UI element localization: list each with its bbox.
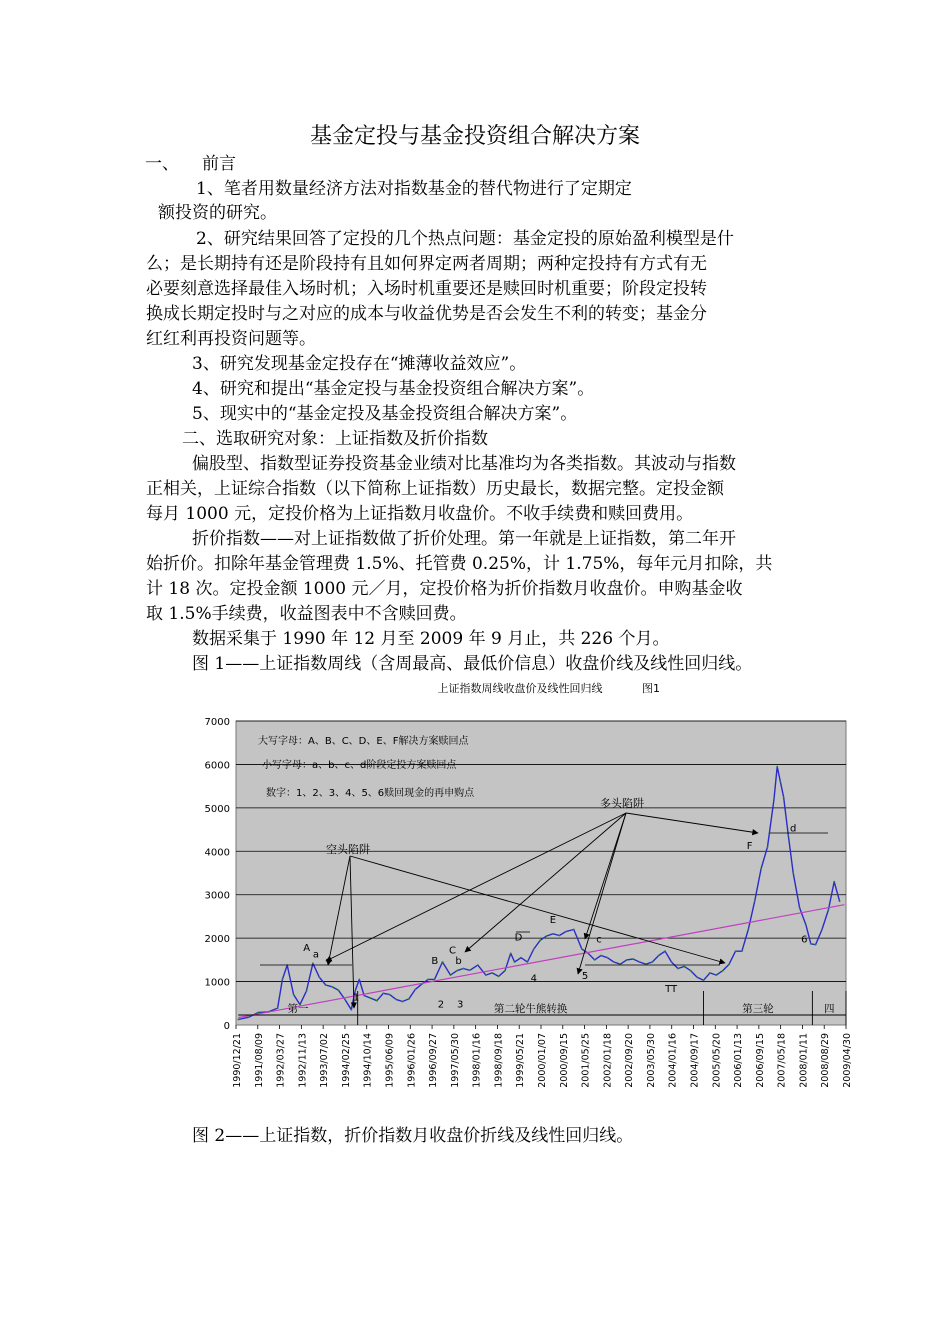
series-point <box>504 970 506 972</box>
point-label: 4 <box>530 973 537 985</box>
point-label: c <box>596 934 602 946</box>
x-tick-label: 2001/05/25 <box>580 1033 592 1088</box>
x-tick-label: 2004/01/16 <box>667 1033 679 1088</box>
x-tick-label: 2002/01/18 <box>602 1033 614 1088</box>
series-point <box>442 961 444 963</box>
annotation-legend-uppercase: 大写字母：A、B、C、D、E、F解决方案赎回点 <box>258 736 469 747</box>
series-point <box>258 1012 260 1014</box>
series-point <box>754 900 756 902</box>
series-point <box>632 958 634 960</box>
series-point <box>331 986 333 988</box>
x-tick-label: 2007/05/18 <box>776 1033 788 1088</box>
series-point <box>821 929 823 931</box>
figure-2-caption: 图 2——上证指数，折价指数月收盘价折线及线性回归线。 <box>192 1126 634 1146</box>
series-point <box>773 798 775 800</box>
series-point <box>434 979 436 981</box>
figure-1-chart <box>180 676 860 1096</box>
x-tick-label: 2003/05/30 <box>645 1033 657 1088</box>
document-title: 基金定投与基金投资组合解决方案 <box>309 124 640 149</box>
x-tick-label: 1993/07/02 <box>319 1033 331 1088</box>
series-point <box>626 959 628 961</box>
series-point <box>799 907 801 909</box>
x-tick-label: 1998/09/18 <box>493 1033 505 1088</box>
annotation-bull-trap: 多头陷阱 <box>600 797 644 810</box>
series-point <box>722 970 724 972</box>
section-1-title: 前言 <box>202 154 236 174</box>
point-label: F <box>746 841 753 853</box>
series-point <box>594 959 596 961</box>
series-point <box>581 948 583 950</box>
series-point <box>815 944 817 946</box>
series-point <box>552 933 554 935</box>
series-point <box>456 970 458 972</box>
chart-svg <box>180 676 860 1096</box>
series-point <box>237 1019 239 1021</box>
series-point <box>414 988 416 990</box>
series-point <box>325 984 327 986</box>
series-point <box>683 965 685 967</box>
series-point <box>658 955 660 957</box>
series-point <box>450 974 452 976</box>
point-label: TT <box>665 983 678 995</box>
section-1-number: 一、 <box>145 154 179 174</box>
annotation-legend-numbers: 数字：1、2、3、4、5、6赎回现金的再申购点 <box>266 788 475 799</box>
series-point <box>282 979 284 981</box>
series-point <box>344 998 346 1000</box>
series-point <box>805 924 807 926</box>
series-point <box>827 909 829 911</box>
point-label: 5 <box>581 970 589 982</box>
series-point <box>613 961 615 963</box>
y-tick-label: 2000 <box>204 934 230 946</box>
x-tick-label: 1994/10/14 <box>362 1033 374 1088</box>
list-item-3: 3、研究发现基金定投存在“摊薄收益效应”。 <box>192 354 527 374</box>
annotation-legend-lowercase: 小写字母：a、b、c、d阶段定投方案赎回点 <box>262 760 457 771</box>
data-range-note: 数据采集于 1990 年 12 月至 2009 年 9 月止，共 226 个月。 <box>192 629 670 649</box>
series-point <box>664 950 666 952</box>
series-point <box>767 846 769 848</box>
series-point <box>485 974 487 976</box>
series-point <box>787 835 789 837</box>
x-tick-label: 2005/05/20 <box>711 1033 723 1088</box>
y-tick-label: 7000 <box>204 717 230 728</box>
y-tick-label: 5000 <box>204 803 230 815</box>
figure-1-caption: 图 1——上证指数周线（含周最高、最低价信息）收盘价线及线性回归线。 <box>192 654 753 674</box>
point-label: 2 <box>437 999 445 1011</box>
x-tick-label: 1998/01/16 <box>471 1033 483 1088</box>
series-point <box>760 868 762 870</box>
x-tick-label: 2009/04/30 <box>842 1033 853 1088</box>
series-point <box>306 990 308 992</box>
y-tick-label: 6000 <box>204 760 230 772</box>
series-point <box>703 979 705 981</box>
y-tick-label: 4000 <box>204 847 230 859</box>
point-label: E <box>549 914 557 926</box>
series-point <box>514 961 516 963</box>
series-point <box>709 972 711 974</box>
series-point <box>741 950 743 952</box>
series-point <box>462 968 464 970</box>
phase-label: 第一 <box>287 1003 309 1015</box>
series-point <box>338 989 340 991</box>
series-point <box>728 963 730 965</box>
series-point <box>510 952 512 954</box>
series-point <box>402 1001 404 1003</box>
point-label: a <box>312 949 319 961</box>
x-tick-label: 2002/09/20 <box>624 1033 636 1088</box>
x-tick-label: 1994/02/25 <box>340 1033 352 1088</box>
series-point <box>491 972 493 974</box>
series-point <box>533 948 535 950</box>
y-tick-label: 0 <box>223 1021 230 1032</box>
section-2-heading: 二、选取研究对象：上证指数及折价指数 <box>182 429 488 449</box>
x-tick-label: 1990/12/21 <box>232 1033 243 1088</box>
series-point <box>389 994 391 996</box>
series-point <box>833 881 835 883</box>
series-point <box>651 961 653 963</box>
series-point <box>783 796 785 798</box>
series-point <box>671 961 673 963</box>
chart-figure-label: 图1 <box>642 682 660 695</box>
x-tick-label: 2006/09/15 <box>754 1033 766 1088</box>
series-point <box>690 970 692 972</box>
series-point <box>248 1016 250 1018</box>
phase-label: 第二轮牛熊转换 <box>493 1003 568 1015</box>
x-tick-label: 1999/05/21 <box>515 1033 527 1088</box>
list-item-4: 4、研究和提出“基金定投与基金投资组合解决方案”。 <box>192 379 595 399</box>
series-point <box>810 943 812 945</box>
series-point <box>477 964 479 966</box>
point-label: A <box>303 943 311 955</box>
series-point <box>607 957 609 959</box>
point-label: 1 <box>352 992 360 1004</box>
series-point <box>370 997 372 999</box>
x-tick-label: 1996/09/27 <box>428 1033 440 1088</box>
series-point <box>318 976 320 978</box>
series-point <box>677 968 679 970</box>
point-label: C <box>448 945 456 957</box>
x-tick-label: 1996/01/26 <box>406 1033 418 1088</box>
list-item-5: 5、现实中的“基金定投及基金投资组合解决方案”。 <box>192 404 578 424</box>
series-point <box>565 931 567 933</box>
point-label: b <box>455 956 462 968</box>
series-point <box>539 939 541 941</box>
x-tick-label: 2008/08/29 <box>820 1033 832 1088</box>
annotation-bear-trap: 空头陷阱 <box>326 843 370 856</box>
series-point <box>427 979 429 981</box>
series-point <box>526 961 528 963</box>
series-point <box>277 1007 279 1009</box>
series-point <box>776 766 778 768</box>
series-point <box>358 979 360 981</box>
x-tick-label: 2008/01/11 <box>798 1033 810 1088</box>
series-point <box>779 781 781 783</box>
x-tick-label: 2000/01/07 <box>537 1033 548 1088</box>
x-tick-label: 2000/09/15 <box>558 1033 570 1088</box>
y-tick-label: 1000 <box>204 977 230 989</box>
chart-title: 上证指数周线收盘价及线性回归线 <box>437 682 603 695</box>
series-point <box>715 974 717 976</box>
series-point <box>376 1000 378 1002</box>
series-point <box>839 900 841 902</box>
series-point <box>408 998 410 1000</box>
series-point <box>350 1009 352 1011</box>
x-tick-label: 2004/09/17 <box>689 1033 701 1088</box>
series-point <box>600 955 602 957</box>
x-tick-label: 2006/01/13 <box>733 1033 745 1088</box>
series-point <box>469 969 471 971</box>
x-tick-label: 1992/03/27 <box>275 1033 287 1088</box>
point-label: B <box>431 956 439 968</box>
series-point <box>735 950 737 952</box>
phase-label: 第三轮 <box>742 1003 774 1015</box>
y-tick-label: 3000 <box>204 890 230 902</box>
x-tick-label: 1992/11/13 <box>297 1033 309 1088</box>
point-label: D <box>514 932 523 944</box>
point-label: 3 <box>456 999 464 1011</box>
series-point <box>792 872 794 874</box>
series-point <box>498 975 500 977</box>
point-label: 6 <box>801 934 808 946</box>
series-point <box>293 994 295 996</box>
series-point <box>382 992 384 994</box>
point-label: d <box>789 823 797 835</box>
series-point <box>696 976 698 978</box>
series-point <box>559 935 561 937</box>
series-point <box>546 935 548 937</box>
phase-label: 四 <box>823 1003 835 1015</box>
series-point <box>520 957 522 959</box>
series-point <box>639 961 641 963</box>
x-tick-label: 1997/05/30 <box>449 1033 461 1088</box>
series-point <box>312 962 314 964</box>
x-tick-label: 1995/06/09 <box>384 1033 396 1088</box>
x-tick-label: 1991/08/09 <box>253 1033 265 1088</box>
series-point <box>747 929 749 931</box>
series-point <box>395 998 397 1000</box>
series-point <box>573 929 575 931</box>
